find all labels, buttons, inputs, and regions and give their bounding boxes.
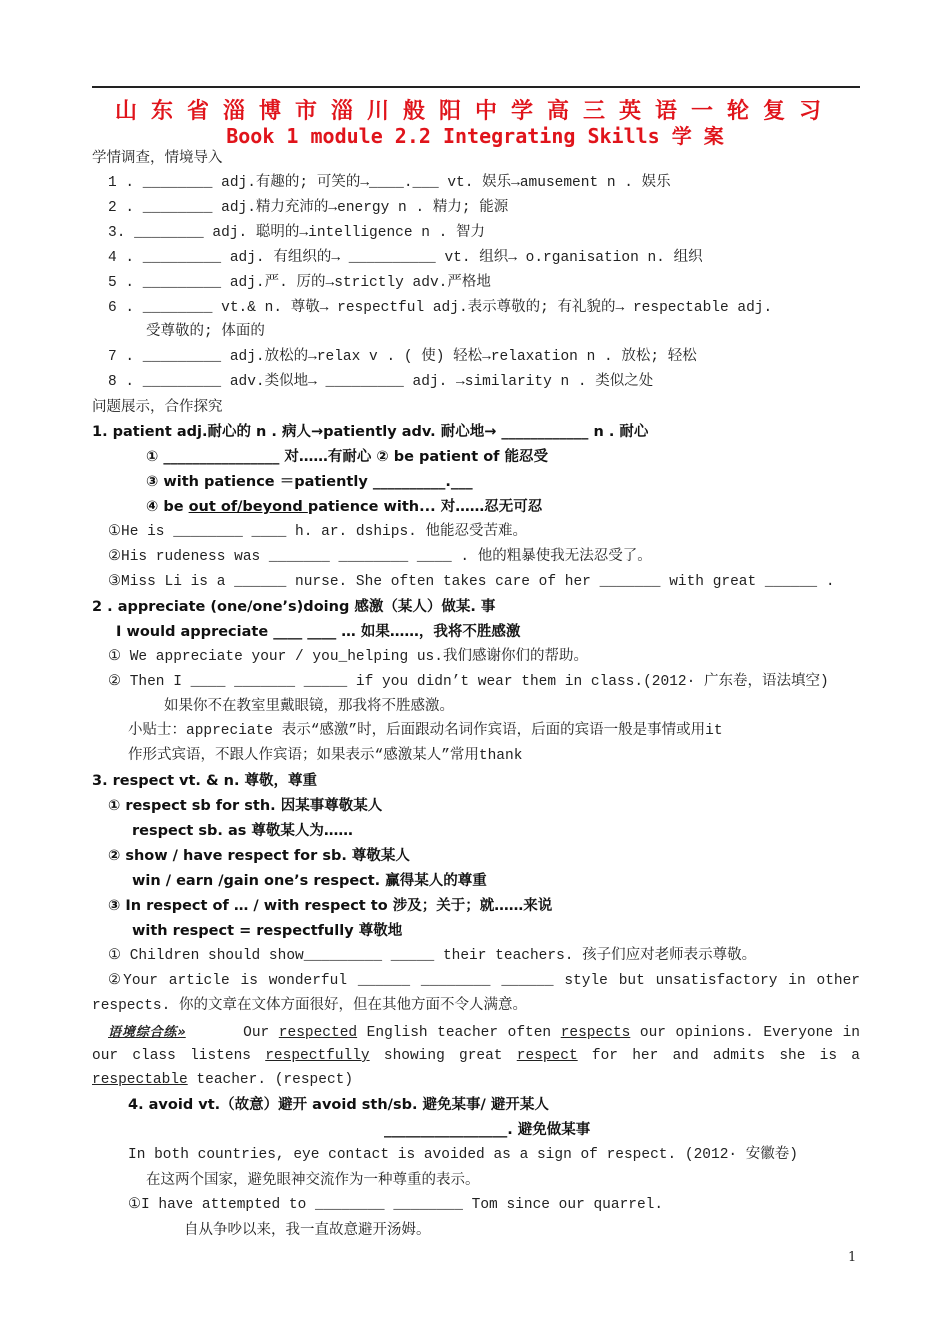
section-explore: 问题展示，合作探究 [92,399,223,415]
section-survey: 学情调查，情境导入 [92,150,223,166]
patient-exercise-2: ②His rudeness was _______ ________ ____ . 他的粗暴使我无法忍受了。 [108,549,652,565]
context-tag: 语境综合练» [108,1025,186,1040]
respect-phrase-1: ① respect sb for sth. 因某事尊敬某人 [108,798,383,814]
avoid-example-cn: 在这两个国家，避免眼神交流作为一种尊重的表示。 [146,1172,480,1188]
appreciate-tip-1: 小贴士：appreciate 表示“感激”时，后面跟动名词作宾语，后面的宾语一般是事情或用it [128,723,723,739]
respect-exercise-1: ① Children should show_________ _____ their teachers. 孩子们应对老师表示尊敬。 [108,948,757,964]
appreciate-phrase: I would appreciate ____ ____ … 如果……，我将不胜感激 [116,624,521,640]
vocab-item-7: 7 . _________ adj.放松的→relax v . ( 使) 轻松→relaxation n . 放松; 轻松 [108,349,697,365]
vocab-item-4: 4 . _________ adj. 有组织的→ __________ vt. 组织→ o.rganisation n. 组织 [108,250,703,266]
vocab-item-1: 1 . ________ adj.有趣的; 可笑的→____.___ vt. 娱乐→amusement n . 娱乐 [108,175,671,191]
respect-phrase-1b: respect sb. as 尊敬某人为…… [132,823,353,839]
respect-exercise-2: ②Your article is wonderful ______ ________ ______ style but unsatisfactory in other [108,973,860,989]
appreciate-exercise-1: ① We appreciate your / you_helping us.我们感谢你们的帮助。 [108,649,588,665]
vocab-item-2: 2 . ________ adj.精力充沛的→energy n . 精力; 能源 [108,200,509,216]
vocab-item-6: 6 . ________ vt.& n. 尊敬→ respectful adj.表示尊敬的; 有礼貌的→ respectable adj. [108,300,773,316]
avoid-exercise-1-cn: 自从争吵以来，我一直故意避开汤姆。 [184,1222,431,1238]
top-rule [92,86,860,88]
context-line-2: our class listens respectfully showing great respect for her and admits she is a [92,1048,860,1064]
vocab-item-6-cont: 受尊敬的; 体面的 [146,324,265,340]
page-subtitle: Book 1 module 2.2 Integrating Skills 学 案 [226,124,724,148]
avoid-heading: 4. avoid vt.（故意）避开 avoid sth/sb. 避免某事/ 避开某人 [128,1097,549,1113]
respect-phrase-2: ② show / have respect for sb. 尊敬某人 [108,848,410,864]
vocab-item-8: 8 . _________ adv.类似地→ _________ adj. →similarity n . 类似之处 [108,374,654,390]
respect-heading: 3. respect vt. & n. 尊敬，尊重 [92,773,318,789]
context-line-3: respectable teacher. (respect) [92,1072,354,1088]
respect-phrase-3b: with respect = respectfully 尊敬地 [132,923,403,939]
appreciate-heading: 2 . appreciate (one/one’s)doing 感激（某人）做某. 事 [92,599,496,615]
patient-exercise-1: ①He is ________ ____ h. ar. dships. 他能忍受苦难。 [108,524,528,540]
page-number: 1 [848,1250,857,1265]
appreciate-tip-2: 作形式宾语，不跟人作宾语；如果表示“感激某人”常用thank [128,748,523,764]
avoid-example: In both countries, eye contact is avoided as a sign of respect. (2012· 安徽卷) [128,1147,799,1163]
patient-heading: 1. patient adj.耐心的 n . 病人→patiently adv. 耐心地→ ____________ n . 耐心 [92,424,649,440]
respect-exercise-2b: respects. 你的文章在文体方面很好，但在其他方面不令人满意。 [92,998,528,1014]
patient-phrase-2: ③ with patience ＝patiently __________.___ [146,474,473,490]
respect-phrase-2b: win / earn /gain one’s respect. 赢得某人的尊重 [132,873,487,889]
avoid-heading-2: _________________. 避免做某事 [384,1122,591,1138]
patient-phrase-3: ④ be out of/beyond patience with... 对……忍无可忍 [146,499,543,515]
appreciate-exercise-2-cn: 如果你不在教室里戴眼镜，那我将不胜感激。 [164,698,454,714]
vocab-item-5: 5 . _________ adj.严. 厉的→strictly adv.严格地 [108,275,491,291]
patient-phrase-1: ① ________________ 对……有耐心 ② be patient of 能忍受 [146,449,549,465]
patient-exercise-3: ③Miss Li is a ______ nurse. She often takes care of her _______ with great ______ . [108,574,835,590]
vocab-item-3: 3. ________ adj. 聪明的→intelligence n . 智力 [108,225,486,241]
context-line-1: 语境综合练» Our respected English teacher often respects our opinions. Everyone in [108,1025,860,1041]
respect-phrase-3: ③ In respect of … / with respect to 涉及；关于；就……来说 [108,898,553,914]
avoid-exercise-1: ①I have attempted to ________ ________ Tom since our quarrel. [128,1197,664,1213]
page-title: 山东省淄博市淄川般阳中学高三英语一轮复习 [114,99,835,124]
appreciate-exercise-2: ② Then I ____ _______ _____ if you didn’t wear them in class.(2012· 广东卷，语法填空) [108,674,829,690]
